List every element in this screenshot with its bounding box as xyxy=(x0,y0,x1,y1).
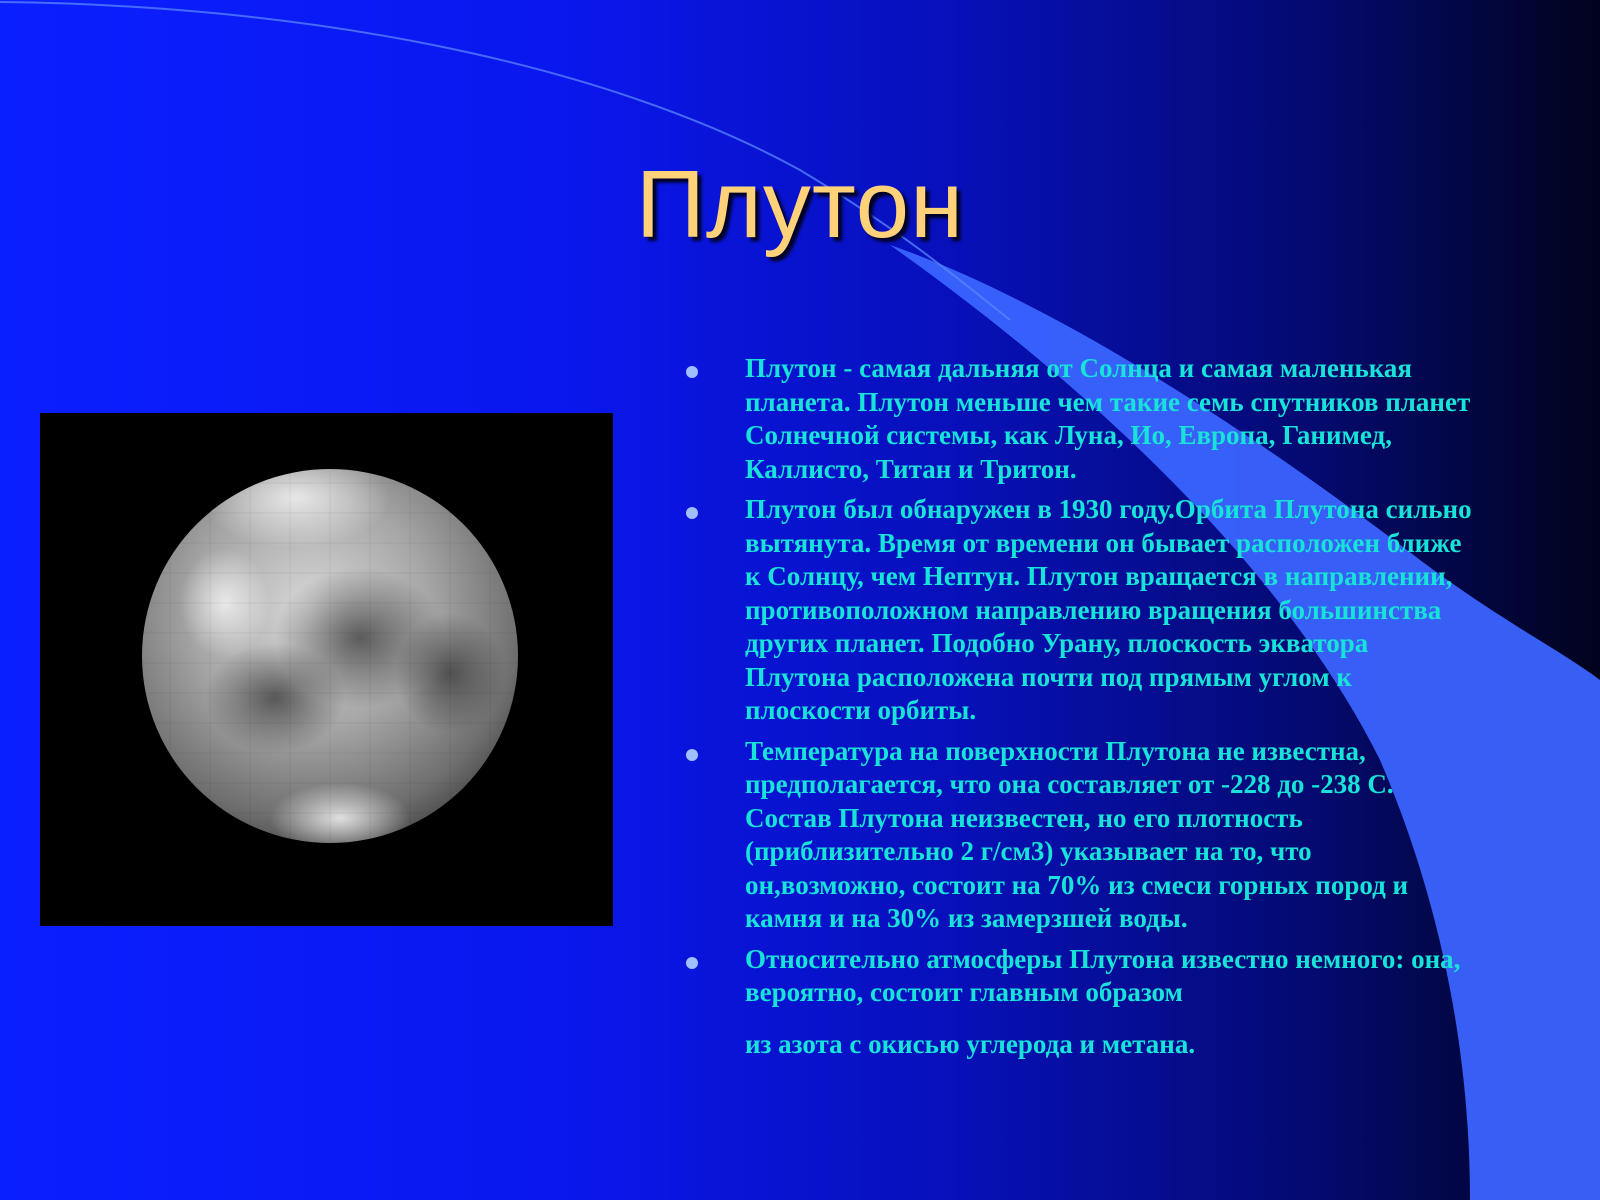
bullet-item xyxy=(685,943,1475,1062)
bullet-dot-icon xyxy=(686,749,698,761)
bullet-text: Плутон был обнаружен в 1930 году.Орбита Плутона сильно вытянута. Время от времени он бывает расположен ближе к Солнцу, чем Нептун. Плутон вращается в направлении, противоположном направлению вращения большинства других планет. Подобно Урану, плоскость экватора Плутона расположена почти под прямым углом к плоскости орбиты. xyxy=(745,494,1472,725)
bullet-text xyxy=(745,943,1475,1062)
bullet-dot-icon xyxy=(686,957,698,969)
bullet-text: Плутон - самая дальняя от Солнца и самая маленькая планета. Плутон меньше чем такие семь спутников планет Солнечной системы, как Луна, Ио, Европа, Ганимед, Каллисто, Титан и Тритон. xyxy=(745,353,1471,484)
bullet-item xyxy=(685,352,1475,486)
bullet-dot-icon xyxy=(686,507,698,519)
bullet-text-line: из азота с окисью углерода и метана. xyxy=(745,1028,1196,1059)
bullet-text: Температура на поверхности Плутона не известна, предполагается, что она составляет от -228 до -238 С. Состав Плутона неизвестен, но его плотность (приблизительно 2 г/см3) указывает на то, что он,возможно, состоит на 70% из смеси горных пород и камня и на 30% из замерзшей воды. xyxy=(745,735,1409,933)
bullet-text-line: Относительно атмосферы Плутона известно немного: она, вероятно, состоит главным образом xyxy=(745,943,1461,1007)
planet-pluto-icon xyxy=(40,413,613,926)
pluto-image xyxy=(40,413,613,926)
bullet-dot-icon xyxy=(686,366,698,378)
bullet-list xyxy=(685,352,1475,1068)
bullet-item xyxy=(685,493,1475,728)
slide-title: Плутон xyxy=(635,151,965,258)
bullet-item xyxy=(685,735,1475,936)
